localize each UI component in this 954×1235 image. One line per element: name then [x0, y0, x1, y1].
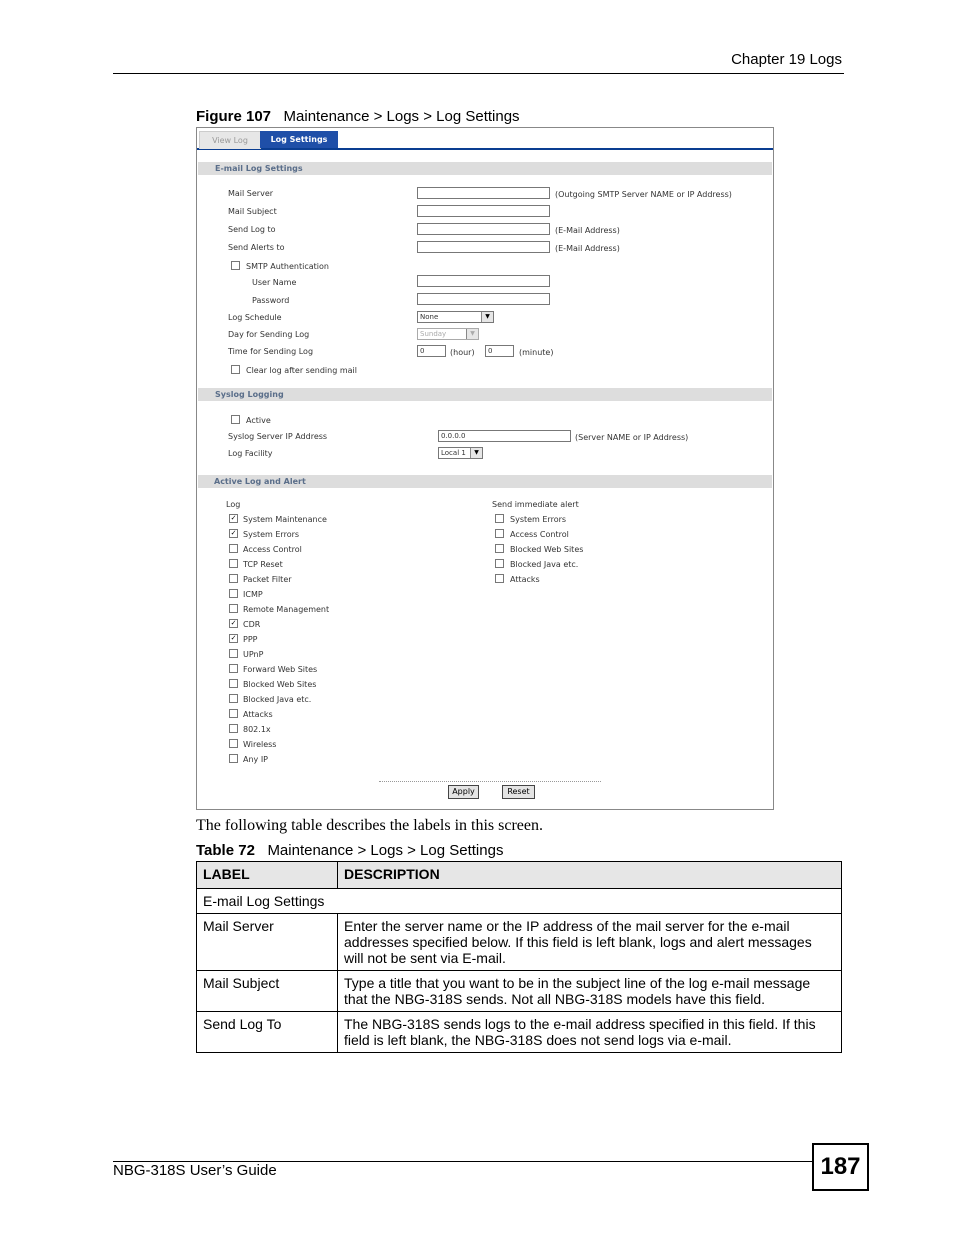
hour-input[interactable]: 0 — [417, 345, 446, 357]
active-log-section-title: Active Log and Alert — [198, 475, 772, 488]
log-item-label: Remote Management — [243, 605, 330, 614]
log-schedule-label: Log Schedule — [228, 313, 282, 322]
log-facility-select[interactable] — [438, 447, 483, 459]
clear-log-label: Clear log after sending mail — [246, 366, 357, 375]
header-divider — [113, 73, 844, 74]
log-item-label: ICMP — [243, 590, 263, 599]
log-item-checkbox[interactable] — [229, 574, 238, 583]
alert-item-checkbox[interactable] — [495, 559, 504, 568]
log-item-checkbox[interactable] — [229, 754, 238, 763]
send-alerts-to-input[interactable] — [417, 241, 550, 253]
email-section-title: E-mail Log Settings — [198, 162, 772, 175]
dropdown-arrow-icon: ▼ — [466, 329, 478, 339]
label-cell: Send Log To — [197, 1012, 338, 1053]
user-name-label: User Name — [252, 278, 297, 287]
log-item-checkbox[interactable]: ✓ — [230, 634, 237, 642]
tab-view-log[interactable]: View Log — [199, 131, 261, 149]
log-item-checkbox[interactable] — [229, 664, 238, 673]
syslog-server-ip-label: Syslog Server IP Address — [228, 432, 328, 441]
log-item-checkbox[interactable] — [229, 559, 238, 568]
dropdown-arrow-icon: ▼ — [470, 448, 482, 458]
log-schedule-select[interactable] — [417, 311, 494, 323]
label-column-header: LABEL — [197, 862, 338, 889]
form-divider — [379, 781, 601, 782]
mail-server-input[interactable] — [417, 187, 550, 199]
log-item-label: Attacks — [243, 710, 273, 719]
log-item-label: UPnP — [243, 650, 264, 659]
clear-log-checkbox[interactable] — [231, 365, 240, 374]
page-number: 187 — [812, 1143, 869, 1191]
syslog-active-checkbox[interactable] — [231, 415, 240, 424]
log-item-checkbox[interactable]: ✓ — [230, 619, 237, 627]
log-settings-screen — [196, 127, 774, 810]
send-log-to-input[interactable] — [417, 223, 550, 235]
log-item-label: 802.1x — [243, 725, 271, 734]
log-item-label: Forward Web Sites — [243, 665, 318, 674]
log-item-checkbox[interactable] — [229, 724, 238, 733]
alert-item-checkbox[interactable] — [495, 574, 504, 583]
smtp-auth-checkbox[interactable] — [231, 261, 240, 270]
log-item-label: PPP — [243, 635, 258, 644]
minute-input[interactable]: 0 — [485, 345, 514, 357]
day-for-sending-select[interactable] — [417, 328, 479, 340]
label-cell: Mail Server — [197, 914, 338, 971]
log-item-checkbox[interactable] — [229, 694, 238, 703]
password-input[interactable] — [417, 293, 550, 305]
hour-unit: (hour) — [450, 348, 475, 357]
syslog-server-ip-input[interactable]: 0.0.0.0 — [438, 430, 571, 442]
alert-item-label: Blocked Web Sites — [510, 545, 584, 554]
alert-item-label: System Errors — [510, 515, 567, 524]
alert-item-label: Blocked Java etc. — [510, 560, 579, 569]
log-item-checkbox[interactable] — [229, 589, 238, 598]
description-cell: Type a title that you want to be in the subject line of the log e-mail message that the NBG-318S sends. Not all NBG-318S models have this field. — [338, 971, 842, 1012]
mail-subject-input[interactable] — [417, 205, 550, 217]
log-item-checkbox[interactable] — [229, 679, 238, 688]
user-name-input[interactable] — [417, 275, 550, 287]
alert-item-checkbox[interactable] — [495, 529, 504, 538]
apply-button[interactable]: Apply — [448, 785, 479, 799]
description-cell: The NBG-318S sends logs to the e-mail address specified in this field. If this field is left blank, the NBG-318S does not send logs via e-mail. — [338, 1012, 842, 1053]
day-for-sending-value: Sunday — [420, 330, 447, 338]
log-item-label: Access Control — [243, 545, 302, 554]
syslog-server-ip-hint: (Server NAME or IP Address) — [575, 433, 689, 442]
table-section-row — [197, 889, 842, 914]
intro-paragraph: The following table describes the labels in this screen. — [196, 817, 544, 834]
table-number: Table 72 — [196, 842, 255, 859]
description-cell: Enter the server name or the IP address of the mail server for the e-mail addresses specified below. If this field is left blank, logs and alert messages will not be sent via E-mail. — [338, 914, 842, 971]
log-item-label: System Errors — [243, 530, 300, 539]
section-cell: E-mail Log Settings — [197, 889, 842, 914]
log-item-label: TCP Reset — [243, 560, 283, 569]
send-log-to-hint: (E-Mail Address) — [555, 226, 620, 235]
send-alerts-to-label: Send Alerts to — [228, 243, 285, 252]
log-facility-label: Log Facility — [228, 449, 273, 458]
guide-title: NBG-318S User’s Guide — [113, 1162, 277, 1179]
table-caption — [196, 842, 503, 859]
figure-caption — [196, 108, 520, 125]
log-item-label: Blocked Java etc. — [243, 695, 312, 704]
log-item-checkbox[interactable] — [229, 604, 238, 613]
send-alerts-to-hint: (E-Mail Address) — [555, 244, 620, 253]
label-cell: Mail Subject — [197, 971, 338, 1012]
log-item-checkbox[interactable]: ✓ — [230, 529, 237, 537]
tab-log-settings[interactable]: Log Settings — [260, 131, 338, 148]
syslog-active-label: Active — [246, 416, 271, 425]
description-column-header: DESCRIPTION — [338, 862, 842, 889]
table-title: Maintenance > Logs > Log Settings — [267, 842, 504, 859]
mail-subject-label: Mail Subject — [228, 207, 277, 216]
alert-item-checkbox[interactable] — [495, 544, 504, 553]
minute-unit: (minute) — [519, 348, 554, 357]
table-row — [197, 914, 842, 971]
mail-server-hint: (Outgoing SMTP Server NAME or IP Address) — [555, 190, 732, 199]
log-item-label: Any IP — [243, 755, 269, 764]
time-for-sending-label: Time for Sending Log — [228, 347, 314, 356]
table-header-row — [197, 862, 842, 889]
figure-number: Figure 107 — [196, 108, 272, 125]
alert-column-header: Send immediate alert — [492, 500, 579, 509]
reset-button[interactable]: Reset — [502, 785, 535, 799]
alert-item-label: Access Control — [510, 530, 569, 539]
log-item-checkbox[interactable] — [229, 544, 238, 553]
log-item-label: CDR — [243, 620, 261, 629]
dropdown-arrow-icon: ▼ — [481, 312, 493, 322]
password-label: Password — [252, 296, 290, 305]
log-item-label: System Maintenance — [243, 515, 327, 524]
table-row — [197, 971, 842, 1012]
chapter-title: Chapter 19 Logs — [731, 51, 842, 68]
log-item-checkbox[interactable] — [229, 739, 238, 748]
alert-item-label: Attacks — [510, 575, 540, 584]
log-item-label: Packet Filter — [243, 575, 292, 584]
tab-bar — [197, 128, 773, 150]
smtp-auth-label: SMTP Authentication — [246, 262, 329, 271]
log-item-checkbox[interactable]: ✓ — [230, 514, 237, 522]
log-facility-value: Local 1 — [441, 449, 466, 457]
mail-server-label: Mail Server — [228, 189, 274, 198]
log-item-label: Wireless — [243, 740, 277, 749]
log-column-header: Log — [226, 500, 241, 509]
alert-item-checkbox[interactable] — [495, 514, 504, 523]
log-schedule-value: None — [420, 313, 439, 321]
log-item-checkbox[interactable] — [229, 649, 238, 658]
figure-title: Maintenance > Logs > Log Settings — [283, 108, 520, 125]
log-item-label: Blocked Web Sites — [243, 680, 317, 689]
log-item-checkbox[interactable] — [229, 709, 238, 718]
syslog-section-title: Syslog Logging — [198, 388, 772, 401]
send-log-to-label: Send Log to — [228, 225, 276, 234]
table-row — [197, 1012, 842, 1053]
label-description-table — [196, 861, 842, 1053]
day-for-sending-label: Day for Sending Log — [228, 330, 310, 339]
